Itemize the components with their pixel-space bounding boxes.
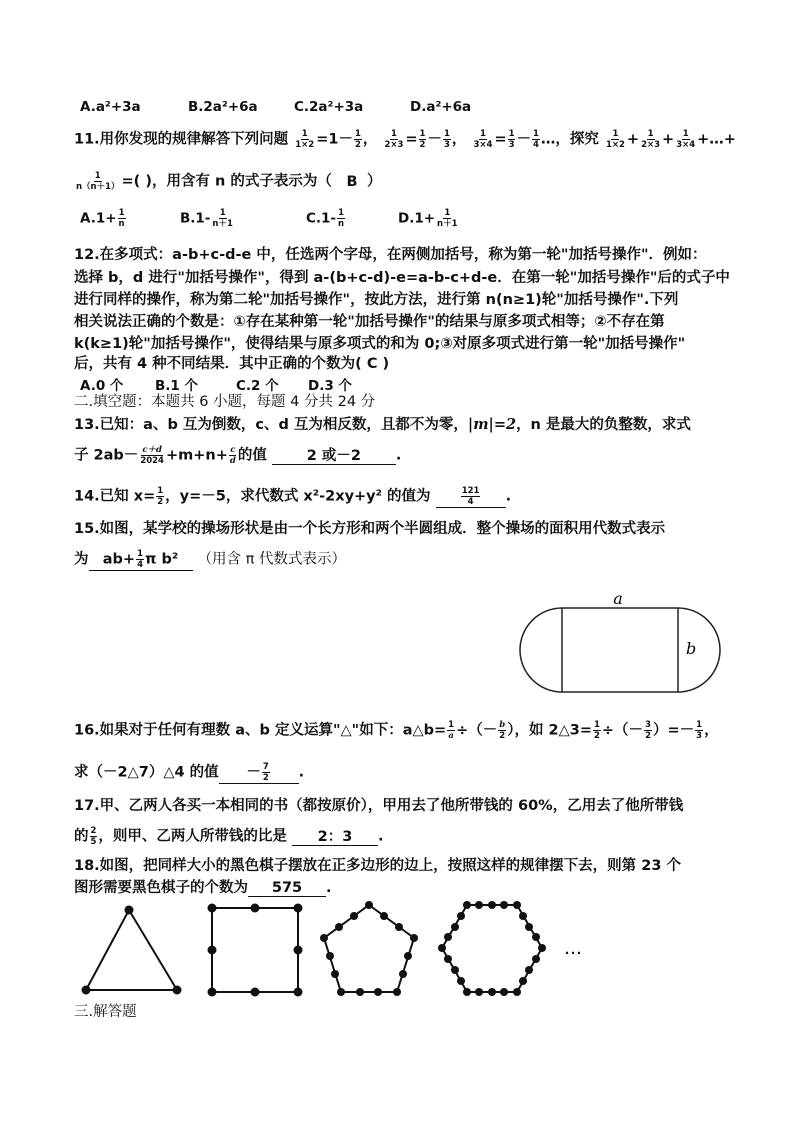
q12-line5: k(k≥1)轮"加括号操作"，使得结果与原多项式的和为 0;③对原多项式进行第一轮"加括号操作" [74,336,686,352]
q13-line1: 13.已知：a、b 互为倒数，c、d 互为相反数，且都不为零，|m|=2，n 是最大的负整数，求式 [74,416,691,433]
q10-option-b: B.2a²+6a [188,99,258,115]
q11-option-b: B.1- $\frac{1}{n+1}$ [180,208,233,229]
hexagon-figure [438,901,546,996]
section2-heading: 二.填空题：本题共 6 小题，每题 4 分共 24 分 [74,394,376,410]
q16-line1: 16.如果对于任何有理数 a、b 定义运算"△"如下：a△b= $\frac{1}{a}$ ÷（－ $\frac{b}{2}$ ），如 2△3= $\frac{1}{2}$ ÷（－ $\frac{3}{2}$ ）=－ $\frac{1}{3}$ ， [74,720,719,741]
q11-answer: B [346,173,358,190]
pentagon-figure [320,901,418,996]
triangle-figure [82,906,182,995]
q12-line6: 后，共有 4 种不同结果．其中正确的个数为( C ) [74,356,390,372]
q12-option-d: D.3 个 [308,378,352,394]
q11-option-c: C.1- $\frac{1}{n}$ [306,208,345,229]
q11-intro: 11.用你发现的规律解答下列问题 [74,131,289,148]
q14-answer: $\frac{121}{4}$ [436,486,506,508]
q12-line2: 选择 b，d 进行"加括号操作"，得到 a-(b+c-d)-e=a-b-c+d-e．在第一轮"加括号操作"后的式子中 [74,270,730,286]
q18-answer: 575 [248,880,326,897]
q16-answer: － $\frac{7}{2}$ [219,762,299,784]
q18-line1: 18.如图，把同样大小的黑色棋子摆放在正多边形的边上，按照这样的规律摆下去，则第 23 个 [74,858,681,874]
q11-line2: $\frac{1}{n(n+1)}$ =( )，用含有 n 的式子表示为（ B ） [76,171,382,192]
q13-line2: 子 2ab－ $\frac{c+d}{2024}$ +m+n+ $\frac{c}{d}$ 的值 2 或－2 . [74,445,402,466]
q10-option-a: A.a²+3a [80,99,141,115]
label-a: a [613,589,623,608]
q11-option-a: A.1+ $\frac{1}{n}$ [80,208,125,229]
q15-line1: 15.如图，某学校的操场形状是由一个长方形和两个半圆组成．整个操场的面积用代数式表示 [74,521,666,537]
polygon-pattern-figure [74,900,594,1000]
ellipsis: … [564,938,582,959]
q18-line2: 图形需要黑色棋子的个数为 575 . [74,880,332,896]
q17-answer: 2：3 [292,829,378,846]
q15-answer: ab+ $\frac{1}{4}$ π b² [89,549,193,571]
label-b: b [686,639,697,658]
q17-line1: 17.甲、乙两人各买一本相同的书（都按原价），甲用去了他所带钱的 60%，乙用去了他所带钱 [74,798,684,814]
q12-line4: 相关说法正确的个数是：①存在某种第一轮"加括号操作"的结果与原多项式相等；②不存在第 [74,314,665,330]
q12-option-c: C.2 个 [236,378,279,394]
q12-option-b: B.1 个 [155,378,199,394]
q12-option-a: A.0 个 [80,378,124,394]
q10-option-d: D.a²+6a [410,99,472,115]
q16-line2: 求（－2△7）△4 的值 － $\frac{7}{2}$ . [74,762,305,783]
q14-line: 14.已知 x= $\frac{1}{2}$ ，y=－5，求代数式 x²-2xy+y² 的值为 $\frac{121}{4}$ . [74,486,512,507]
q11-line1: 11.用你发现的规律解答下列问题 $\frac{1}{1\times 2}$ =1－ $\frac{1}{2}$ ， $\frac{1}{2\times 3}$ = $\frac{1}{2}$ － $\frac{1}{3}$ ， $\frac{1}{3\times 4}$ = $\frac{1}{3}$ － $\frac{1}{4}$ …，探究 $\frac{1}{1\times 2}$ + $\frac{1}{2\times 3}$ + $\frac{1}{3\times 4}$ +…+ [74,129,736,150]
q11-option-d: D.1+ $\frac{1}{n+1}$ [398,208,458,229]
q10-option-c: C.2a²+3a [294,99,364,115]
q13-answer: 2 或－2 [272,448,396,465]
q17-line2: 的 $\frac{2}{5}$ ，则甲、乙两人所带钱的比是 2：3 . [74,826,384,847]
playground-figure [510,590,720,700]
q12-line3: 进行同样的操作，称为第二轮"加括号操作"，按此方法，进行第 n(n≥1)轮"加括号操作".下列 [74,292,679,308]
q12-line1: 12.在多项式：a-b+c-d-e 中，任选两个字母，在两侧加括号，称为第一轮"加括号操作"．例如： [74,247,707,263]
square-figure [208,904,303,997]
q15-line2: 为 ab+ $\frac{1}{4}$ π b² （用含 π 代数式表示） [74,549,347,570]
section3-heading: 三.解答题 [74,1004,137,1020]
